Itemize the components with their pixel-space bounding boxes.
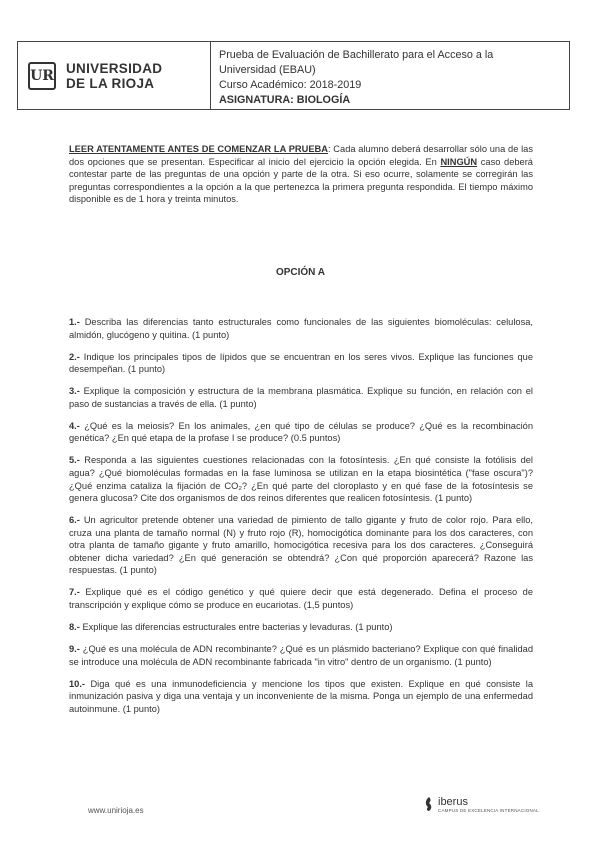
question-9: 9.- ¿Qué es una molécula de ADN recombinante? ¿Qué es un plásmido bacteriano? Explique con qué finalidad se introduce una molécula de ADN recombinante fabricada "in vitro" dentro de un organismo. (1 punto) bbox=[69, 644, 533, 667]
question-5: 5.- Responda a las siguientes cuestiones relacionadas con la fotosíntesis. ¿En qué consiste la fotólisis del agua? ¿Qué biomoléculas formadas en la fase luminosa se utilizan en la etapa biosintética ("fase oscura")? ¿Qué enzima cataliza la fijación de CO₂? ¿En qué parte del cloroplasto y en qué fase de la fotosíntesis se genera glucosa? Cite dos organismos de dos reinos diferentes que realicen fotosíntesis. (1 punto) bbox=[69, 455, 533, 504]
university-name-line2: DE LA RIOJA bbox=[66, 75, 155, 91]
iberus-logo-icon bbox=[424, 796, 434, 812]
question-list bbox=[69, 316, 533, 725]
footer-url: www.unirioja.es bbox=[88, 806, 144, 815]
question-2: 2.- Indique los principales tipos de lípidos que se encuentran en los seres vivos. Explique las funciones que desempeñan. (1 punto) bbox=[69, 351, 533, 375]
university-logo-block bbox=[18, 42, 211, 109]
university-name-line1: UNIVERSIDAD bbox=[66, 60, 163, 76]
instructions-part1: : Cada alumno deberá desarrollar sólo una de las dos opciones que se presentan. Especificar al inicio del ejercicio la opción elegida. En bbox=[69, 144, 534, 167]
exam-title-line2: Universidad (EBAU) bbox=[219, 64, 316, 76]
question-1: 1.- Describa las diferencias tanto estructurales como funcionales de las siguientes biomoléculas: celulosa, almidón, glucógeno y quitina. (1 punto) bbox=[69, 317, 533, 340]
instructions-lead: LEER ATENTAMENTE ANTES DE COMENZAR LA PRUEBA bbox=[69, 144, 328, 154]
instructions-paragraph bbox=[69, 143, 533, 206]
question-6: 6.- Un agricultor pretende obtener una variedad de pimiento de tallo gigante y fruto de color rojo. Para ello, cruza una planta de tamaño normal (N) y fruto rojo (R), homocigótica dominante para los dos caracteres, con otra planta de tamaño gigante y fruto amarillo, homocigótica recesiva para los dos caracteres. ¿Conseguirá obtener dicha variedad? ¿En qué generación se obtendrá? ¿Con qué proporción aparecerá? Razone las respuestas. (1 punto) bbox=[69, 515, 533, 576]
exam-info bbox=[211, 42, 569, 109]
exam-title-line1: Prueba de Evaluación de Bachillerato para el Acceso a la bbox=[219, 49, 494, 61]
instructions-ningun: NINGÚN bbox=[440, 156, 478, 167]
iberus-logo bbox=[424, 796, 539, 814]
question-10: 10.- Diga qué es una inmunodeficiencia y mencione los tipos que existen. Explique en qué consiste la inmunización pasiva y diga una ventaja y un inconveniente de la misma. Ponga un ejemplo de una enfermedad autoinmune. (1 punto) bbox=[69, 678, 533, 714]
iberus-tagline: CAMPUS DE EXCELENCIA INTERNACIONAL bbox=[438, 808, 539, 813]
university-logo-icon: UR bbox=[28, 62, 56, 90]
university-name bbox=[66, 61, 162, 91]
question-7: 7.- Explique qué es el código genético y qué quiere decir que está degenerado. Defina el proceso de transcripción y explique cómo se produce en eucariotas. (1,5 puntos) bbox=[69, 587, 533, 611]
instructions-part2: caso deberá contestar parte de las preguntas de una opción y parte de la otra. Si eso ocurre, solamente se corregirán las preguntas correspondientes a la opción a la que pertenezca la primera pregunta respondida. El tiempo máximo disponible es de 1 hora y treinta minutos. bbox=[69, 156, 533, 205]
option-title: OPCIÓN A bbox=[275, 267, 326, 278]
question-8: 8.- Explique las diferencias estructurales entre bacterias y levaduras. (1 punto) bbox=[69, 622, 393, 633]
subject: ASIGNATURA: BIOLOGÍA bbox=[219, 94, 351, 106]
iberus-brand: iberus bbox=[438, 796, 468, 808]
academic-year: Curso Académico: 2018-2019 bbox=[219, 79, 362, 91]
question-3: 3.- Explique la composición y estructura de la membrana plasmática. Explique su función, en relación con el paso de sustancias a través de ella. (1 punto) bbox=[69, 386, 533, 409]
question-4: 4.- ¿Qué es la meiosis? En los animales, ¿en qué tipo de células se produce? ¿Qué es la recombinación genética? ¿En qué etapa de la profase I se produce? (0.5 puntos) bbox=[69, 420, 533, 444]
exam-header bbox=[17, 41, 570, 110]
